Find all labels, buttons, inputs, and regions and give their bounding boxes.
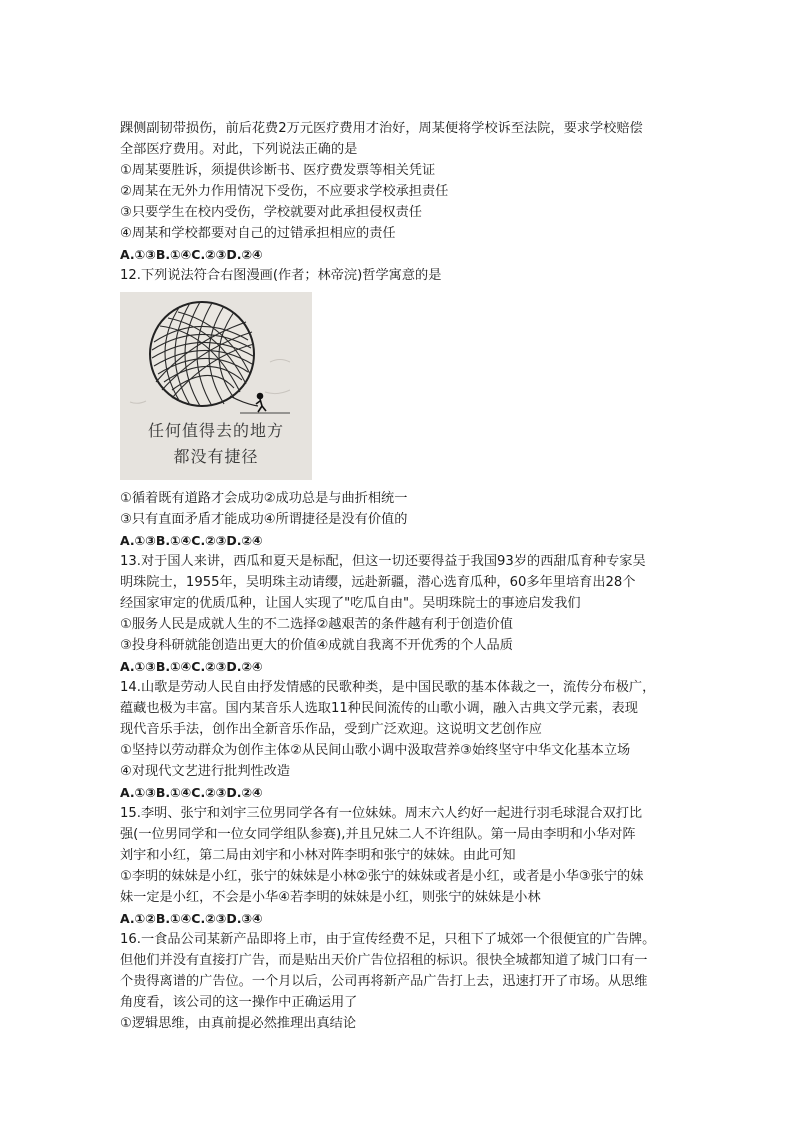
- q13-item-2: ③投身科研就能创造出更大的价值④成就自我离不开优秀的个人品质: [120, 638, 513, 653]
- question-11: [120, 118, 690, 265]
- q16-line-3: 个贵得离谱的广告位。一个月以后，公司再将新产品广告打上去，迅速打开了市场。从思维: [120, 974, 648, 989]
- q12-item-1: ①循着既有道路才会成功②成功总是与曲折相统一: [120, 491, 408, 506]
- q11-item-1: ①周某要胜诉，须提供诊断书、医疗费发票等相关凭证: [120, 163, 436, 178]
- q15-item-2: 妹一定是小红，不会是小华④若李明的妹妹是小红，则张宁的妹妹是小林: [120, 890, 541, 905]
- q15-options: A.①②B.①④C.②③D.③④: [120, 911, 263, 926]
- q12-stem: 12.下列说法符合右图漫画(作者；林帝浣)哲学寓意的是: [120, 268, 442, 283]
- q13-line-2: 明珠院士，1955年，吴明珠主动请缨，远赴新疆，潜心选育瓜种，60多年里培育出28个: [120, 575, 636, 590]
- q12-options: A.①③B.①④C.②③D.②④: [120, 533, 263, 548]
- q15-line-2: 强(一位男同学和一位女同学组队参赛),并且兄妹二人不许组队。第一局由李明和小华对阵: [120, 827, 636, 842]
- q11-item-2: ②周某在无外力作用情况下受伤，不应要求学校承担责任: [120, 184, 449, 199]
- q11-line-1: 踝侧副韧带损伤，前后花费2万元医疗费用才治好，周某便将学校诉至法院，要求学校赔偿: [120, 121, 643, 136]
- question-13: [120, 551, 690, 677]
- cartoon-caption-line-1: 任何值得去的地方: [147, 421, 284, 440]
- question-15: [120, 803, 690, 929]
- q16-line-2: 但他们并没有直接打广告，而是贴出天价广告位招租的标识。很快全城都知道了城门口有一: [120, 953, 648, 968]
- q13-line-1: 13.对于国人来讲，西瓜和夏天是标配，但这一切还要得益于我国93岁的西甜瓜育种专家吴: [120, 554, 646, 569]
- q13-item-1: ①服务人民是成就人生的不二选择②越艰苦的条件越有利于创造价值: [120, 617, 513, 632]
- q14-line-2: 蕴藏也极为丰富。国内某音乐人选取11种民间流传的山歌小调，融入古典文学元素，表现: [120, 701, 638, 716]
- q14-line-3: 现代音乐手法，创作出全新音乐作品，受到广泛欢迎。这说明文艺创作应: [120, 722, 542, 737]
- q16-line-1: 16.一食品公司某新产品即将上市，由于宣传经费不足，只租下了城郊一个很便宜的广告牌。: [120, 932, 656, 947]
- question-16: [120, 929, 690, 1034]
- q15-line-1: 15.李明、张宁和刘宇三位男同学各有一位妹妹。周末六人约好一起进行羽毛球混合双打比: [120, 806, 643, 821]
- question-14: [120, 677, 690, 803]
- q15-line-3: 刘宇和小红，第二局由刘宇和小林对阵李明和张宁的妹妹。由此可知: [120, 848, 516, 863]
- q16-line-4: 角度看，该公司的这一操作中正确运用了: [120, 995, 358, 1010]
- q14-item-2: ④对现代文艺进行批判性改造: [120, 764, 291, 779]
- question-12: [120, 265, 690, 551]
- q16-item-1: ①逻辑思维，由真前提必然推理出真结论: [120, 1016, 357, 1031]
- q11-options: A.①③B.①④C.②③D.②④: [120, 247, 263, 262]
- q11-line-2: 全部医疗费用。对此，下列说法正确的是: [120, 142, 358, 157]
- q15-item-1: ①李明的妹妹是小红，张宁的妹妹是小林②张宁的妹妹或者是小红，或者是小华③张宁的妹: [120, 869, 644, 884]
- q13-line-3: 经国家审定的优质瓜种，让国人实现了"吃瓜自由"。吴明珠院士的事迹启发我们: [120, 596, 581, 611]
- cartoon-image: [120, 292, 312, 480]
- q14-item-1: ①坚持以劳动群众为创作主体②从民间山歌小调中汲取营养③始终坚守中华文化基本立场: [120, 743, 631, 758]
- q11-item-4: ④周某和学校都要对自己的过错承担相应的责任: [120, 226, 396, 241]
- q13-options: A.①③B.①④C.②③D.②④: [120, 659, 263, 674]
- cartoon-caption-line-2: 都没有捷径: [173, 447, 259, 466]
- question-content: [120, 118, 690, 1034]
- q14-line-1: 14.山歌是劳动人民自由抒发情感的民歌种类，是中国民歌的基本体裁之一，流传分布极广，: [120, 680, 656, 695]
- q11-item-3: ③只要学生在校内受伤，学校就要对此承担侵权责任: [120, 205, 422, 220]
- q12-item-2: ③只有直面矛盾才能成功④所谓捷径是没有价值的: [120, 512, 408, 527]
- q14-options: A.①③B.①④C.②③D.②④: [120, 785, 263, 800]
